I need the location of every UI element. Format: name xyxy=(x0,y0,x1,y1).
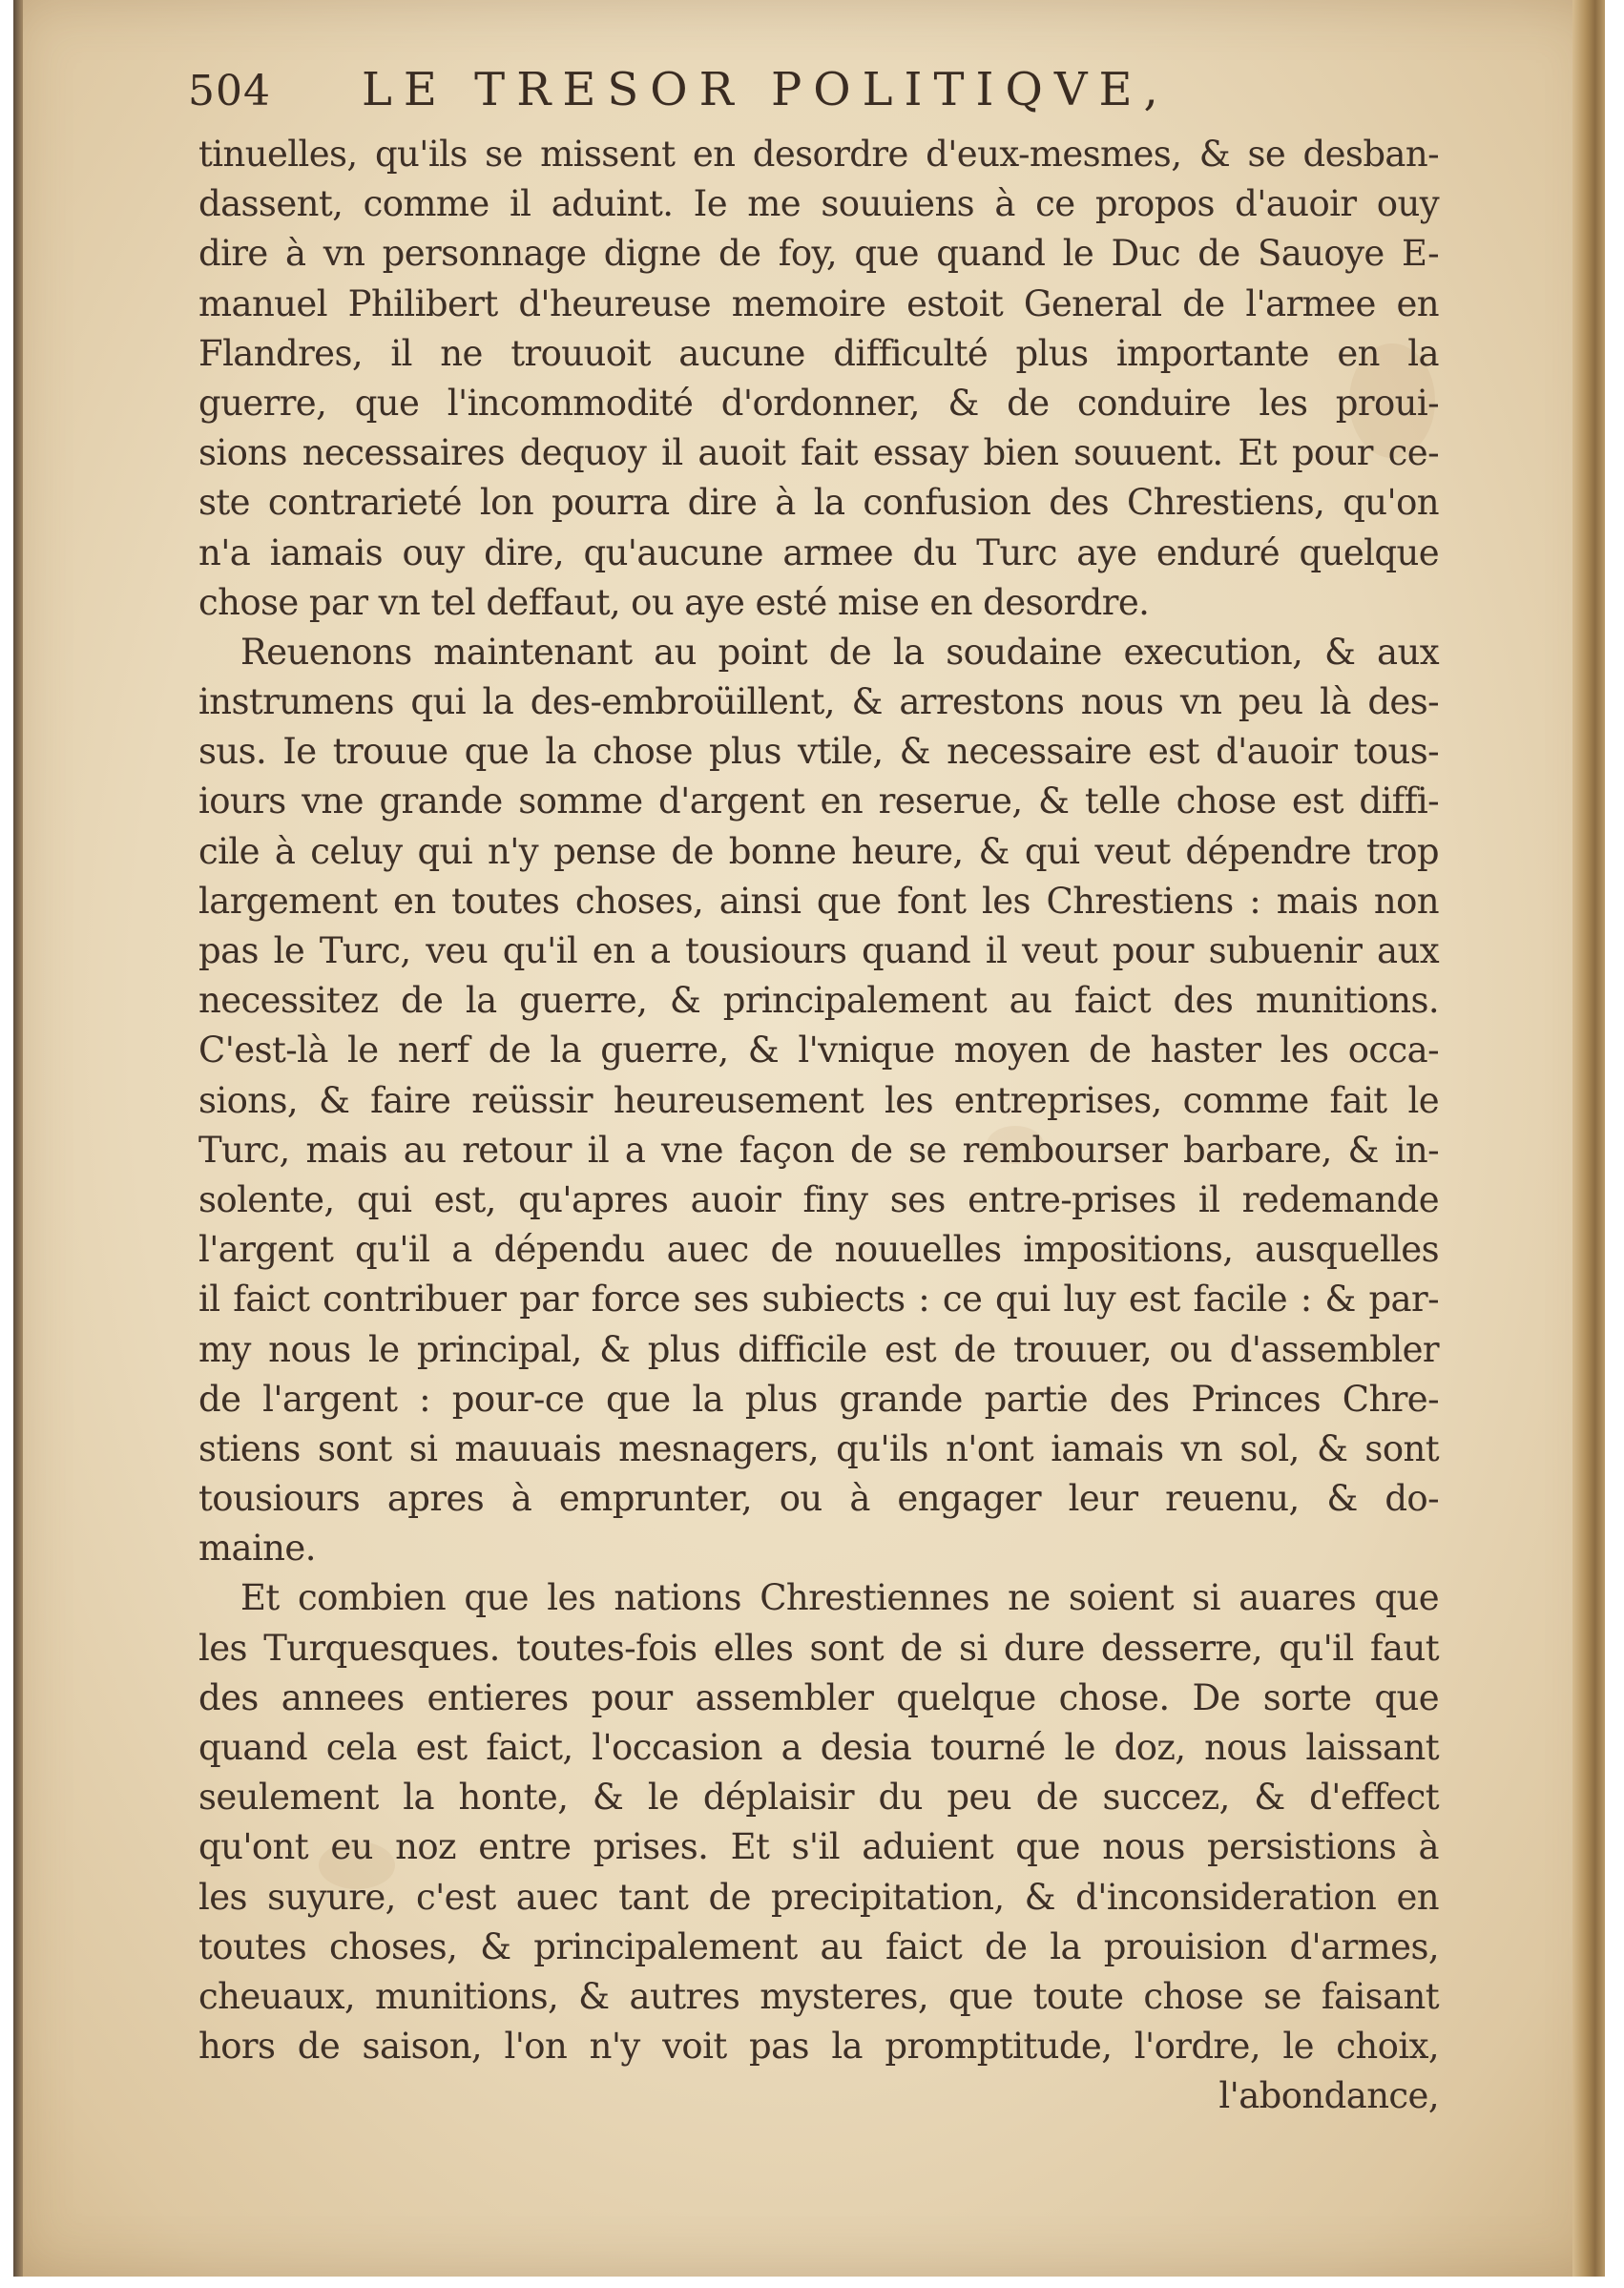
body-text xyxy=(198,130,1439,2122)
text-line: largement en toutes choses, ainsi que font les Chrestiens : mais non xyxy=(198,880,1439,922)
page-edge-left xyxy=(13,0,23,2277)
paragraph-start-line: Et combien que les nations Chrestiennes ne soient si auares que xyxy=(240,1577,1439,1619)
running-head xyxy=(180,57,1468,134)
text-line: ste contrarieté lon pourra dire à la confusion des Chrestiens, qu'on xyxy=(198,482,1439,524)
text-line: dire à vn personnage digne de foy, que quand le Duc de Sauoye E- xyxy=(198,233,1439,275)
page-number: 504 xyxy=(188,67,271,115)
text-line: seulement la honte, & le déplaisir du peu de succez, & d'effect xyxy=(198,1777,1439,1819)
text-line: hors de saison, l'on n'y voit pas la promptitude, l'ordre, le choix, xyxy=(198,2026,1439,2068)
text-line: il faict contribuer par force ses subiects : ce qui luy est facile : & par- xyxy=(198,1279,1439,1321)
catchword: l'abondance, xyxy=(1218,2075,1439,2117)
text-line: instrumens qui la des-embroüillent, & arrestons nous vn peu là des- xyxy=(198,681,1439,723)
text-line: necessitez de la guerre, & principalement au faict des munitions. xyxy=(198,980,1439,1022)
text-line: les Turquesques. toutes-fois elles sont de si dure desserre, qu'il faut xyxy=(198,1627,1439,1669)
text-line: qu'ont eu noz entre prises. Et s'il aduient que nous persistions à xyxy=(198,1826,1439,1868)
text-line: les suyure, c'est auec tant de precipitation, & d'inconsideration en xyxy=(198,1876,1439,1918)
text-line: Turc, mais au retour il a vne façon de se rembourser barbare, & in- xyxy=(198,1129,1439,1171)
text-line: manuel Philibert d'heureuse memoire estoit General de l'armee en xyxy=(198,282,1439,324)
text-line: pas le Turc, veu qu'il en a tousiours quand il veut pour subuenir aux xyxy=(198,930,1439,971)
text-line: sions necessaires dequoy il auoit fait essay bien souuent. Et pour ce- xyxy=(198,432,1439,474)
text-line: C'est-là le nerf de la guerre, & l'vnique moyen de haster les occa- xyxy=(198,1030,1439,1071)
book-page xyxy=(13,0,1605,2277)
text-line: sions, & faire reüssir heureusement les entreprises, comme fait le xyxy=(198,1079,1439,1121)
paragraph-start-line: Reuenons maintenant au point de la soudaine execution, & aux xyxy=(240,631,1439,673)
page-edge-right xyxy=(1572,0,1605,2277)
text-line: solente, qui est, qu'apres auoir finy ses entre-prises il redemande xyxy=(198,1178,1439,1220)
text-line: cheuaux, munitions, & autres mysteres, que toute chose se faisant xyxy=(198,1975,1439,2017)
text-line: tousiours apres à emprunter, ou à engager leur reuenu, & do- xyxy=(198,1478,1439,1520)
text-line: tinuelles, qu'ils se missent en desordre d'eux-mesmes, & se desban- xyxy=(198,134,1439,175)
text-line: sus. Ie trouue que la chose plus vtile, & necessaire est d'auoir tous- xyxy=(198,731,1439,773)
text-line: l'argent qu'il a dépendu auec de nouuelles impositions, ausquelles xyxy=(198,1229,1439,1271)
running-title: LE TRESOR POLITIQVE, xyxy=(362,63,1170,116)
text-line: stiens sont si mauuais mesnagers, qu'ils n'ont iamais vn sol, & sont xyxy=(198,1427,1439,1469)
text-line: Flandres, il ne trouuoit aucune difficulté plus importante en la xyxy=(198,332,1439,374)
text-line: guerre, que l'incommodité d'ordonner, & de conduire les proui- xyxy=(198,382,1439,424)
text-line: my nous le principal, & plus difficile est de trouuer, ou d'assembler xyxy=(198,1328,1439,1370)
text-line: des annees entieres pour assembler quelque chose. De sorte que xyxy=(198,1676,1439,1718)
text-line: de l'argent : pour-ce que la plus grande partie des Princes Chre- xyxy=(198,1378,1439,1420)
text-line: toutes choses, & principalement au faict de la prouision d'armes, xyxy=(198,1925,1439,1967)
text-line: cile à celuy qui n'y pense de bonne heure, & qui veut dépendre trop xyxy=(198,830,1439,872)
text-line: quand cela est faict, l'occasion a desia tourné le doz, nous laissant xyxy=(198,1727,1439,1768)
text-line: n'a iamais ouy dire, qu'aucune armee du Turc aye enduré quelque xyxy=(198,531,1439,573)
text-line: dassent, comme il aduint. Ie me souuiens à ce propos d'auoir ouy xyxy=(198,183,1439,225)
text-line: iours vne grande somme d'argent en reserue, & telle chose est diffi- xyxy=(198,780,1439,822)
text-line: chose par vn tel deffaut, ou aye esté mise en desordre. xyxy=(198,581,1150,623)
text-line: maine. xyxy=(198,1528,316,1570)
